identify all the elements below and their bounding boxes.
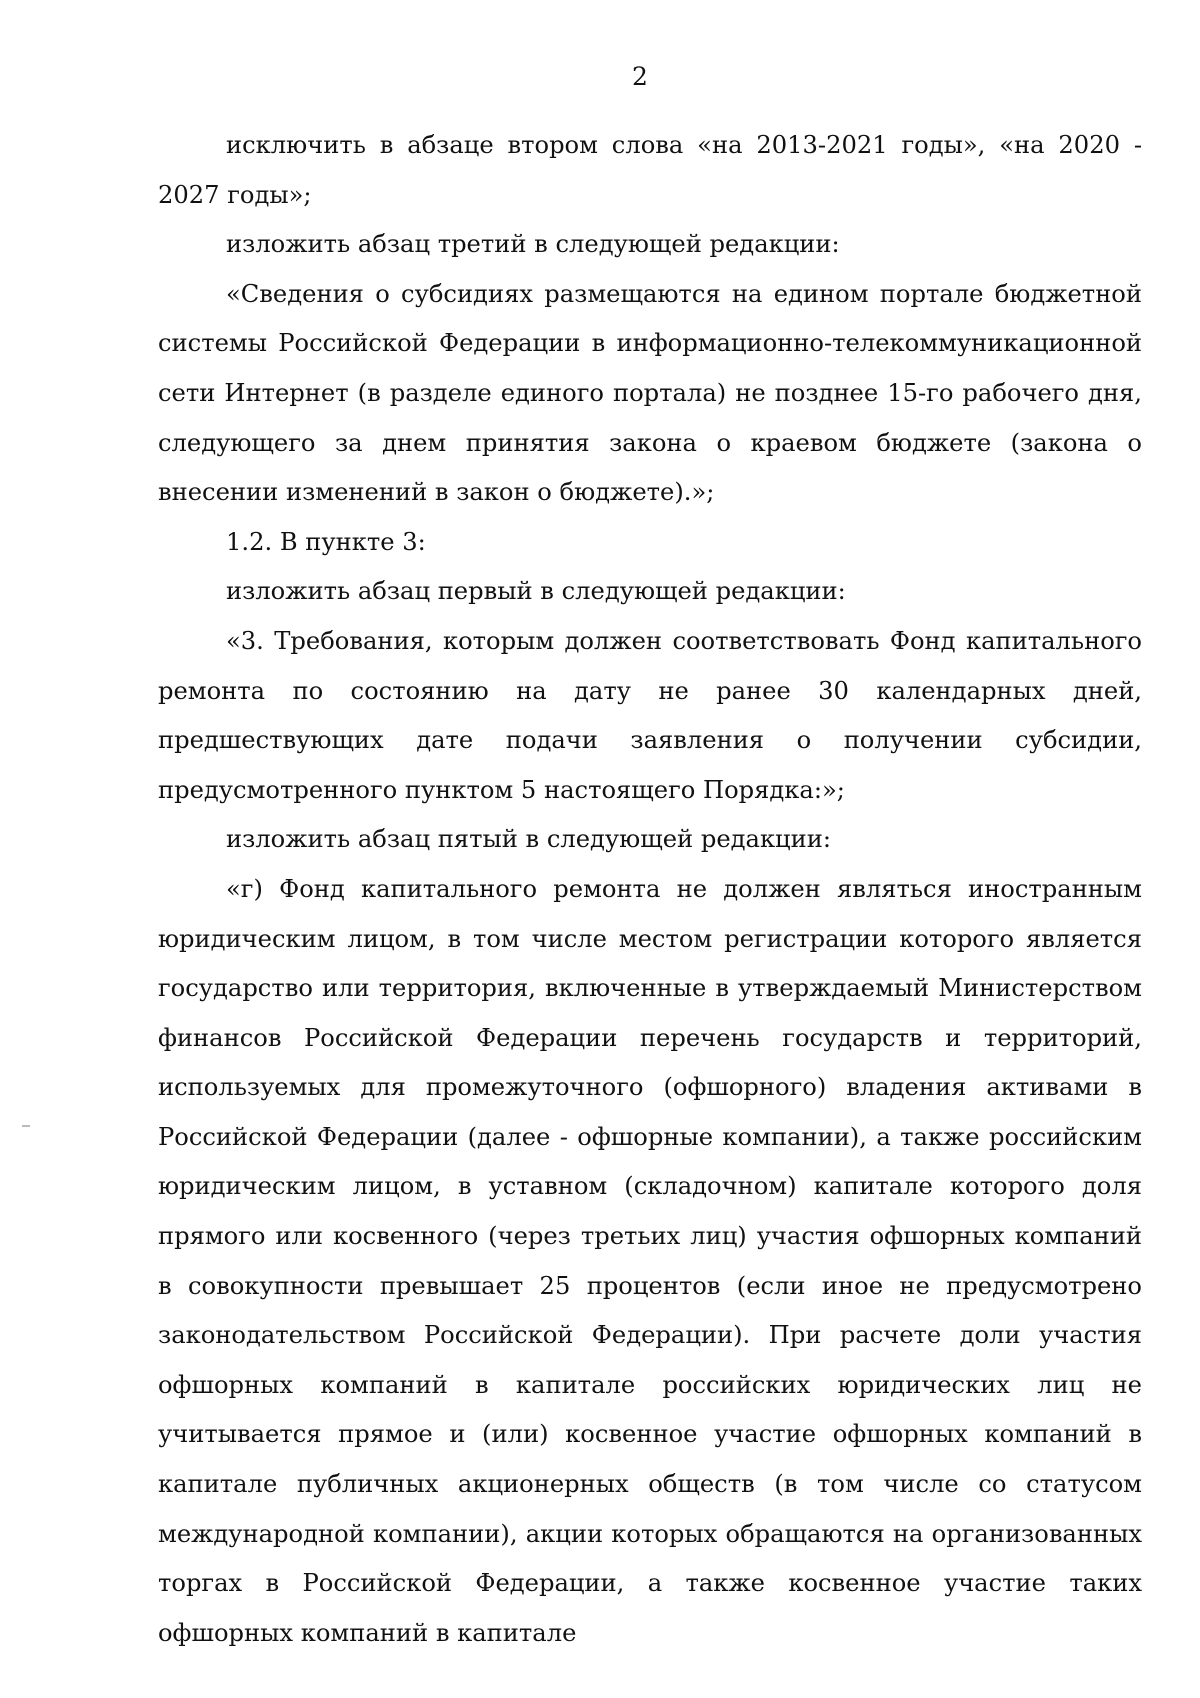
paragraph-amend-third: изложить абзац третий в следующей редакции: — [226, 230, 840, 259]
paragraph-exclude-words: исключить в абзаце втором слова «на 2013-2021 годы», «на 2020 - 2027 годы»; — [158, 131, 1142, 209]
page-number: 2 — [632, 62, 648, 91]
paragraph-point-1-2: 1.2. В пункте 3: — [226, 527, 426, 556]
paragraph-subsidy-info: «Сведения о субсидиях размещаются на едином портале бюджетной системы Российской Федерации в информационно-телекоммуникационной сети Интернет (в разделе единого портала) не позднее 15-го рабочего дня, следующего за днем принятия закона о краевом бюджете (закона о внесении изменений в закон о бюджете).»; — [158, 279, 1142, 507]
scan-margin-mark — [22, 1125, 30, 1127]
document-body — [158, 121, 1142, 1658]
paragraph-offshore-clause: «г) Фонд капитального ремонта не должен являться иностранным юридическим лицом, в том числе местом регистрации которого является государство или территория, включенные в утверждаемый Министерством финансов Российской Федерации перечень государств и территорий, используемых для промежуточного (офшорного) владения активами в Российской Федерации (далее - офшорные компании), а также российским юридическим лицом, в уставном (складочном) капитале которого доля прямого или косвенного (через третьих лиц) участия офшорных компаний в совокупности превышает 25 процентов (если иное не предусмотрено законодательством Российской Федерации). При расчете доли участия офшорных компаний в капитале российских юридических лиц не учитывается прямое и (или) косвенное участие офшорных компаний в капитале публичных акционерных обществ (в том числе со статусом международной компании), акции которых обращаются на организованных торгах в Российской Федерации, а также косвенное участие таких офшорных компаний в капитале — [158, 874, 1142, 1647]
paragraph-amend-fifth: изложить абзац пятый в следующей редакции: — [226, 825, 832, 854]
paragraph-requirements: «3. Требования, которым должен соответствовать Фонд капитального ремонта по состоянию на дату не ранее 30 календарных дней, предшествующих дате подачи заявления о получении субсидии, предусмотренного пунктом 5 настоящего Порядка:»; — [158, 626, 1142, 804]
paragraph-amend-first: изложить абзац первый в следующей редакции: — [226, 577, 846, 606]
